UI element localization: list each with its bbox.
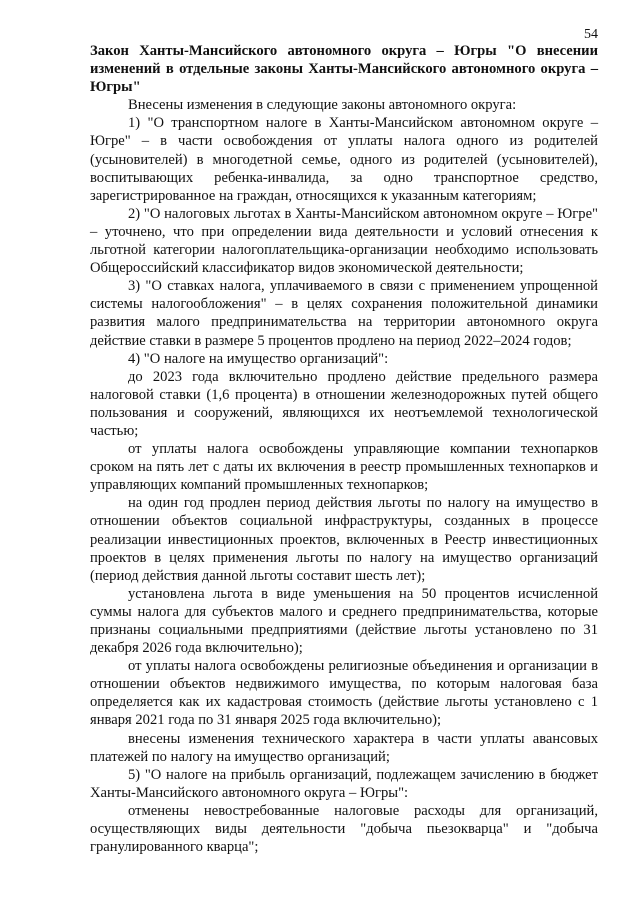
item-5-profit-tax-heading: 5) "О налоге на прибыль организаций, подлежащем зачислению в бюджет Ханты-Мансийского автономного округа – Югры":	[90, 766, 598, 801]
law-title: Закон Ханты-Мансийского автономного округа – Югры "О внесении изменений в отдельные законы Ханты-Мансийского автономного округа – Югры"	[90, 43, 598, 96]
property-tax-social-infrastructure-paragraph: на один год продлен период действия льготы по налогу на имущество в отношении объектов социальной инфраструктуры, созданных в процессе реализации инвестиционных проектов, включенных в Реестр инвестиционных проектов в целях применения льготы по налогу на имущество организаций (период действия данной льготы составит шесть лет);	[90, 495, 598, 584]
property-tax-railway-paragraph: до 2023 года включительно продлено действие предельного размера налоговой ставки (1,6 процента) в отношении железнодорожных путей общего пользования и сооружений, являющихся их неотъемлемой технологической частью;	[90, 368, 598, 439]
property-tax-social-enterprises-paragraph: установлена льгота в виде уменьшения на 50 процентов исчисленной суммы налога для субъектов малого и среднего предпринимательства, которые признаны социальными предприятиями (действие льготы установлено по 31 декабря 2026 года включительно);	[90, 585, 598, 657]
item-1-transport-tax: 1) "О транспортном налоге в Ханты-Мансийском автономном округе – Югре" – в части освобождения от уплаты налога одного из родителей (усыновителей) в многодетной семье, одного из родителей (усыновителей), воспитывающих ребенка-инвалида, за одно транспортное средство, зарегистрированное на граждан, относящихся к указанным категориям;	[90, 115, 598, 204]
intro-paragraph: Внесены изменения в следующие законы автономного округа:	[128, 97, 517, 114]
item-4-property-tax-heading: 4) "О налоге на имущество организаций":	[128, 350, 389, 367]
property-tax-technoparks-paragraph: от уплаты налога освобождены управляющие компании технопарков сроком на пять лет с даты их включения в реестр промышленных технопарков и управляющих компаний промышленных технопарков;	[90, 441, 598, 494]
page-number: 54	[584, 27, 598, 42]
property-tax-religious-paragraph: от уплаты налога освобождены религиозные объединения и организации в отношении объектов недвижимого имущества, по которым налоговая база определяется как их кадастровая стоимость (действие льготы установлено с 1 января 2021 года по 31 января 2025 года включительно);	[90, 658, 598, 729]
document-body	[90, 42, 598, 856]
item-2-tax-benefits: 2) "О налоговых льготах в Ханты-Мансийском автономном округе – Югре" – уточнено, что при определении вида деятельности и условий отнесения к льготной категории налогоплательщика-организации необходимо использовать Общероссийский классификатор видов экономической деятельности;	[90, 205, 598, 277]
property-tax-advance-payments-paragraph: внесены изменения технического характера в части уплаты авансовых платежей по налогу на имущество организаций;	[90, 730, 598, 765]
profit-tax-quartz-paragraph: отменены невостребованные налоговые расходы для организаций, осуществляющих виды деятельности "добыча пьезокварца" и "добыча гранулированного кварца";	[90, 802, 598, 856]
item-3-simplified-tax-rates: 3) "О ставках налога, уплачиваемого в связи с применением упрощенной системы налогообложения" – в целях сохранения положительной динамики развития малого предпринимательства на территории автономного округа действие ставки в размере 5 процентов продлено на период 2022–2024 годов;	[90, 278, 598, 349]
